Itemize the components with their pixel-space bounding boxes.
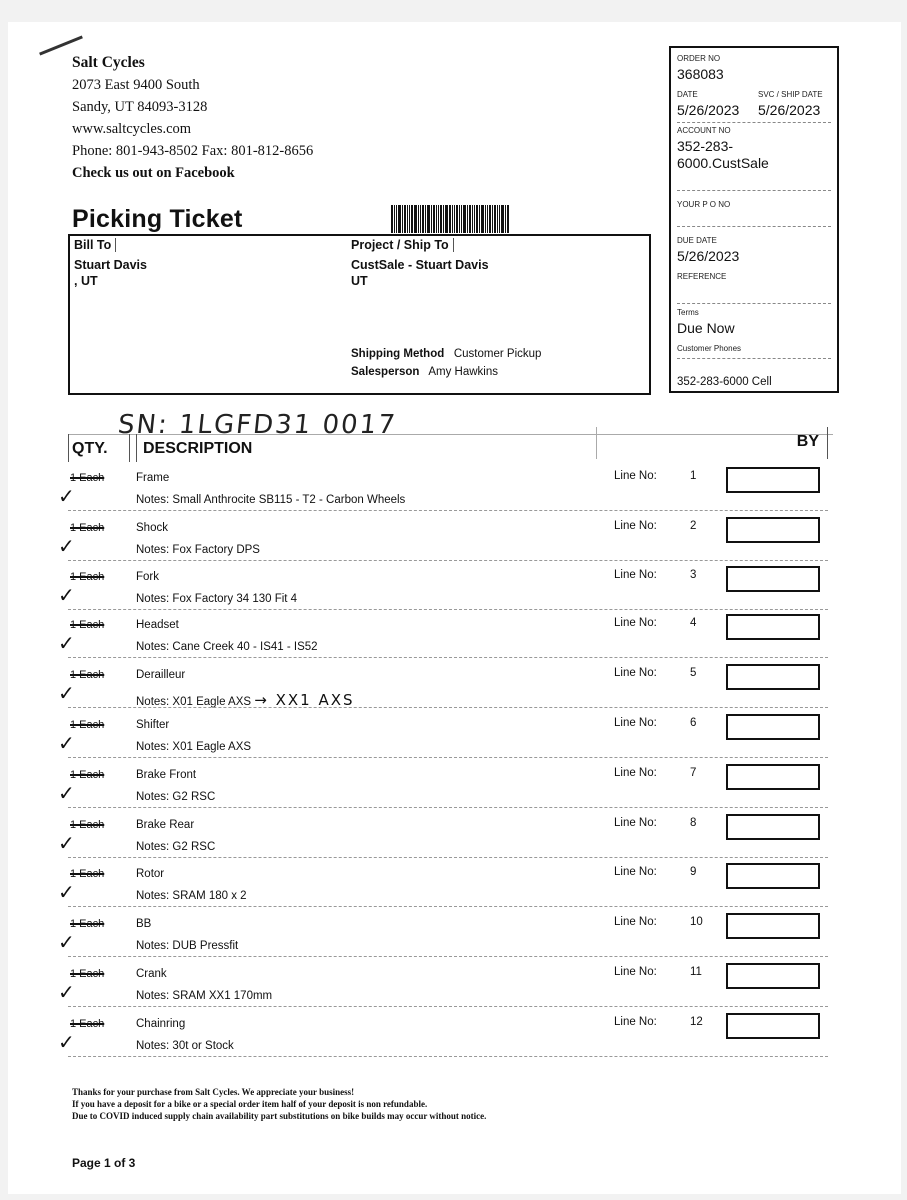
check-mark-icon: ✓: [58, 781, 75, 805]
row-notes: Notes: X01 Eagle AXS: [136, 741, 252, 753]
due-date-value: 5/26/2023: [677, 248, 740, 264]
row-item: Shifter: [136, 719, 170, 731]
by-initials-box[interactable]: [726, 913, 820, 939]
row-notes: Notes: Fox Factory DPS: [136, 544, 260, 556]
row-line-label: Line No:: [614, 866, 657, 878]
row-notes: Notes: SRAM XX1 170mm: [136, 990, 273, 1002]
divider: [677, 358, 831, 359]
customer-phone-value: 352-283-6000 Cell: [677, 376, 772, 388]
row-qty: 1 Each: [70, 619, 105, 631]
row-divider: [68, 807, 828, 808]
divider: [677, 303, 831, 304]
row-qty: 1 Each: [70, 522, 105, 534]
order-no-value: 368083: [677, 66, 724, 82]
po-label: YOUR P O NO: [677, 200, 731, 209]
divider: [677, 226, 831, 227]
row-line-number: 1: [690, 470, 697, 482]
row-divider: [68, 1056, 828, 1057]
account-line-1: 352-283-: [677, 138, 734, 154]
row-divider: [68, 1006, 828, 1007]
by-header: [596, 427, 828, 459]
date-label: DATE: [677, 90, 698, 99]
row-item: Brake Front: [136, 769, 197, 781]
row-qty: 1 Each: [70, 571, 105, 583]
by-header-label: BY: [796, 433, 819, 450]
by-initials-box[interactable]: [726, 517, 820, 543]
company-facebook: Check us out on Facebook: [72, 165, 235, 181]
row-line-label: Line No:: [614, 916, 657, 928]
row-divider: [68, 609, 828, 610]
row-qty: 1 Each: [70, 669, 105, 681]
barcode: [391, 205, 539, 233]
shipping-method-value: Customer Pickup: [453, 348, 542, 360]
row-divider: [68, 857, 828, 858]
row-item: Headset: [136, 619, 179, 631]
table-row: [8, 765, 901, 815]
check-mark-icon: ✓: [58, 681, 75, 705]
check-mark-icon: ✓: [58, 484, 75, 508]
table-row: [8, 864, 901, 914]
footer: [72, 1086, 486, 1122]
row-divider: [68, 956, 828, 957]
check-mark-icon: ✓: [58, 1030, 75, 1054]
row-line-number: 6: [690, 717, 697, 729]
by-initials-box[interactable]: [726, 814, 820, 840]
account-label: ACCOUNT NO: [677, 126, 731, 135]
salesperson-row: [351, 366, 498, 378]
table-row: [8, 567, 901, 617]
divider: [677, 122, 831, 123]
row-item: Shock: [136, 522, 168, 534]
table-row: [8, 914, 901, 964]
row-item: Derailleur: [136, 669, 186, 681]
check-mark-icon: ✓: [58, 880, 75, 904]
row-qty: 1 Each: [70, 1018, 105, 1030]
row-item: Brake Rear: [136, 819, 195, 831]
address-box: [68, 234, 651, 395]
bill-to-name: Stuart Davis: [74, 258, 147, 272]
ship-date-label: SVC / SHIP DATE: [758, 90, 823, 99]
row-item: BB: [136, 918, 152, 930]
picking-ticket-page: [8, 22, 901, 1194]
company-name: Salt Cycles: [72, 54, 145, 71]
ship-date-value: 5/26/2023: [758, 102, 821, 118]
salesperson-label: Salesperson: [351, 366, 420, 378]
row-line-label: Line No:: [614, 966, 657, 978]
row-qty: 1 Each: [70, 472, 105, 484]
row-line-number: 11: [690, 966, 702, 978]
row-line-number: 3: [690, 569, 697, 581]
by-initials-box[interactable]: [726, 566, 820, 592]
account-line-2: 6000.CustSale: [677, 155, 769, 171]
footer-line-1: Thanks for your purchase from Salt Cycles. We appreciate your business!: [72, 1087, 355, 1097]
table-row: [8, 615, 901, 665]
bill-to-location: , UT: [74, 274, 98, 288]
ship-to-location: UT: [351, 274, 368, 288]
check-mark-icon: ✓: [58, 731, 75, 755]
row-divider: [68, 560, 828, 561]
row-item: Chainring: [136, 1018, 186, 1030]
bill-to-label: Bill To: [74, 238, 116, 252]
row-item: Fork: [136, 571, 159, 583]
row-divider: [68, 657, 828, 658]
row-line-label: Line No:: [614, 717, 657, 729]
company-info: [72, 52, 313, 184]
check-mark-icon: ✓: [58, 534, 75, 558]
row-line-label: Line No:: [614, 520, 657, 532]
ship-to-label: Project / Ship To: [351, 238, 454, 252]
row-qty: 1 Each: [70, 719, 105, 731]
row-line-label: Line No:: [614, 569, 657, 581]
row-notes: Notes: Fox Factory 34 130 Fit 4: [136, 593, 298, 605]
terms-value: Due Now: [677, 320, 735, 336]
company-address-1: 2073 East 9400 South: [72, 77, 200, 93]
by-initials-box[interactable]: [726, 664, 820, 690]
company-address-2: Sandy, UT 84093-3128: [72, 99, 208, 115]
by-initials-box[interactable]: [726, 863, 820, 889]
customer-phones-label: Customer Phones: [677, 344, 742, 353]
row-notes: Notes: Cane Creek 40 - IS41 - IS52: [136, 641, 318, 653]
table-row: [8, 815, 901, 865]
check-mark-icon: ✓: [58, 631, 75, 655]
row-line-number: 4: [690, 617, 697, 629]
company-website: www.saltcycles.com: [72, 121, 192, 137]
footer-line-2: If you have a deposit for a bike or a special order item half of your deposit is non refundable.: [72, 1099, 428, 1109]
row-line-number: 7: [690, 767, 697, 779]
row-line-label: Line No:: [614, 817, 657, 829]
check-mark-icon: ✓: [58, 583, 75, 607]
row-line-number: 10: [690, 916, 703, 928]
by-initials-box[interactable]: [726, 764, 820, 790]
by-initials-box[interactable]: [726, 963, 820, 989]
row-line-label: Line No:: [614, 1016, 657, 1028]
shipping-method-row: [351, 348, 541, 360]
order-info-box: [669, 46, 839, 393]
row-notes: Notes: SRAM 180 x 2: [136, 890, 247, 902]
table-row: [8, 964, 901, 1014]
by-initials-box[interactable]: [726, 714, 820, 740]
row-divider: [68, 757, 828, 758]
row-line-number: 12: [690, 1016, 703, 1028]
shipping-method-label: Shipping Method: [351, 348, 445, 360]
handwritten-serial: SN: 1LGFD31 0017: [116, 410, 399, 440]
row-line-number: 5: [690, 667, 697, 679]
row-line-label: Line No:: [614, 617, 657, 629]
row-notes: Notes: 30t or Stock: [136, 1040, 234, 1052]
ship-to-name: CustSale - Stuart Davis: [351, 258, 489, 272]
row-qty: 1 Each: [70, 769, 105, 781]
divider: [677, 190, 831, 191]
row-notes: Notes: G2 RSC: [136, 841, 216, 853]
row-line-number: 8: [690, 817, 697, 829]
terms-label: Terms: [677, 308, 699, 317]
page-title: Picking Ticket: [72, 205, 243, 233]
description-header: DESCRIPTION: [136, 434, 596, 462]
handwritten-note: → XX1 AXS: [254, 691, 355, 709]
company-phone: Phone: 801-943-8502 Fax: 801-812-8656: [72, 143, 314, 159]
row-item: Crank: [136, 968, 167, 980]
row-qty: 1 Each: [70, 918, 105, 930]
table-row: [8, 468, 901, 518]
row-notes: Notes: Small Anthrocite SB115 - T2 - Carbon Wheels: [136, 494, 406, 506]
check-mark-icon: ✓: [58, 980, 75, 1004]
row-notes: Notes: X01 Eagle AXS → XX1 AXS: [136, 691, 355, 709]
row-notes: Notes: DUB Pressfit: [136, 940, 239, 952]
row-item: Rotor: [136, 868, 165, 880]
row-notes: Notes: G2 RSC: [136, 791, 216, 803]
by-initials-box[interactable]: [726, 614, 820, 640]
by-initials-box[interactable]: [726, 1013, 820, 1039]
date-value: 5/26/2023: [677, 102, 740, 118]
check-mark-icon: ✓: [58, 831, 75, 855]
row-line-label: Line No:: [614, 667, 657, 679]
row-qty: 1 Each: [70, 868, 105, 880]
table-row: [8, 715, 901, 765]
row-item: Frame: [136, 472, 170, 484]
table-row: [8, 665, 901, 715]
row-qty: 1 Each: [70, 968, 105, 980]
order-no-label: ORDER NO: [677, 54, 721, 63]
table-row: [8, 1014, 901, 1064]
row-line-number: 2: [690, 520, 697, 532]
row-line-label: Line No:: [614, 767, 657, 779]
check-mark-icon: ✓: [58, 930, 75, 954]
due-date-label: DUE DATE: [677, 236, 717, 245]
qty-header: QTY.: [68, 434, 130, 462]
table-row: [8, 518, 901, 568]
row-divider: [68, 510, 828, 511]
row-line-label: Line No:: [614, 470, 657, 482]
salesperson-value: Amy Hawkins: [428, 366, 499, 378]
row-qty: 1 Each: [70, 819, 105, 831]
footer-line-3: Due to COVID induced supply chain availability part substitutions on bike builds may occur without notice.: [72, 1111, 487, 1121]
page-number: Page 1 of 3: [72, 1156, 136, 1170]
row-divider: [68, 906, 828, 907]
row-line-number: 9: [690, 866, 697, 878]
reference-label: REFERENCE: [677, 272, 727, 281]
by-initials-box[interactable]: [726, 467, 820, 493]
row-divider: [68, 707, 828, 708]
